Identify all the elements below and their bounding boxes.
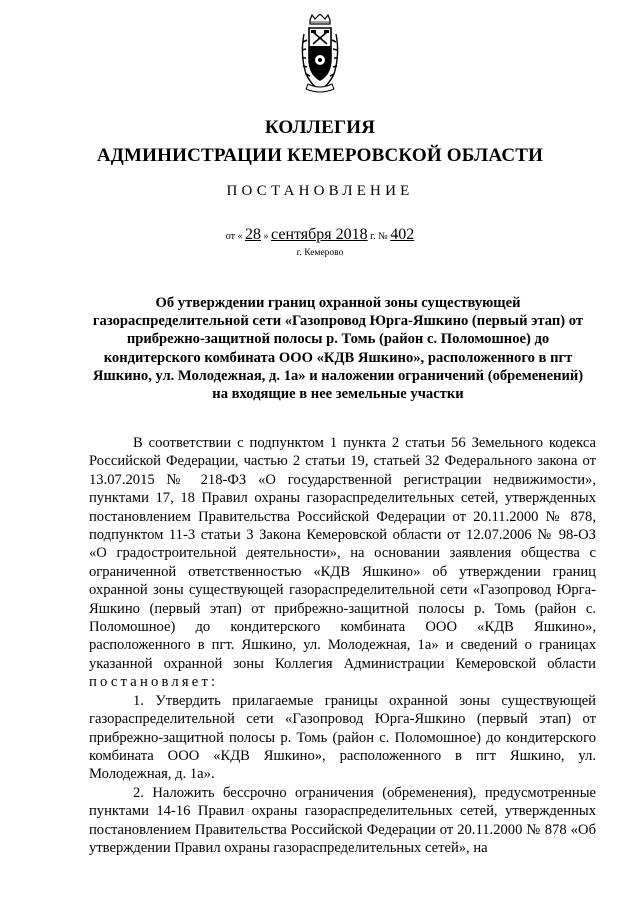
date-prefix: от «: [225, 231, 243, 242]
paragraph-item-1: 1. Утвердить прилагаемые границы охранной зоны существующей газораспределительной сети «Газопровод Юрга-Яшкино (первый этап) от прибрежно-защитной полосы р. Томь (район с. Поломошное) до кондитерского комбината ООО «КДВ Яшкино», расположенного в пгт Яшкино, ул. Молодежная, д. 1а».: [89, 692, 596, 783]
date-mid: »: [263, 231, 269, 242]
document-number: 402: [390, 226, 415, 243]
decree-keyword: постановляет:: [89, 674, 219, 691]
document-body: [89, 434, 596, 857]
coat-of-arms-icon: [298, 14, 342, 98]
paragraph-preamble: [89, 434, 596, 692]
city: г. Кемерово: [296, 248, 344, 258]
document-title: Об утверждении границ охранной зоны существующей газораспределительной сети «Газопровод Юрга-Яшкино (первый этап) от прибрежно-защитной полосы р. Томь (район с. Поломошное) до кондитерского комбината ООО «КДВ Яшкино», расположенного в пгт Яшкино, ул. Молодежная, д. 1а» и наложении ограничений (обременений) на входящие в нее земельные участки: [92, 295, 584, 403]
org-name-line1: КОЛЛЕГИЯ: [264, 117, 376, 138]
paragraph-item-2: 2. Наложить бессрочно ограничения (обременения), предусмотренные пунктами 14-16 Правил охраны газораспределительных сетей, утвержденных постановлением Правительства Российской Федерации от 20.11.2000 № 878 «Об утверждении Правил охраны газораспределительных сетей», на: [89, 784, 596, 856]
document-type: ПОСТАНОВЛЕНИЕ: [226, 183, 414, 199]
date-month-year: сентября 2018: [271, 226, 368, 243]
date-day: 28: [245, 226, 262, 243]
org-name-line2: АДМИНИСТРАЦИИ КЕМЕРОВСКОЙ ОБЛАСТИ: [96, 145, 544, 166]
preamble-text: В соответствии с подпунктом 1 пункта 2 статьи 56 Земельного кодекса Российской Федерации, частью 2 статьи 19, статьей 32 Федерального закона от 13.07.2015 № 218-ФЗ «О государственной регистрации недвижимости», пунктами 17, 18 Правил охраны газораспределительных сетей, утвержденных постановлением Правительства Российской Федерации от 20.11.2000 № 878, подпунктом 11-3 статьи 3 Закона Кемеровской области от 12.07.2006 № 98-ОЗ «О градостроительной деятельности», на основании заявления общества с ограниченной ответственностью «КДВ Яшкино» об утверждении границ охранной зоны существующей газораспределительной сети «Газопровод Юрга-Яшкино (первый этап) от прибрежно-защитной полосы р. Томь (район с. Поломошное) до кондитерского комбината ООО «КДВ Яшкино», расположенного в пгт. Яшкино, ул. Молодежная, 1а» и сведений о границах указанной охранной зоны Коллегия Администрации Кемеровской области: [89, 435, 596, 672]
date-year-suffix: г.: [370, 231, 376, 242]
date-line: [0, 226, 640, 244]
number-prefix: №: [378, 231, 388, 242]
